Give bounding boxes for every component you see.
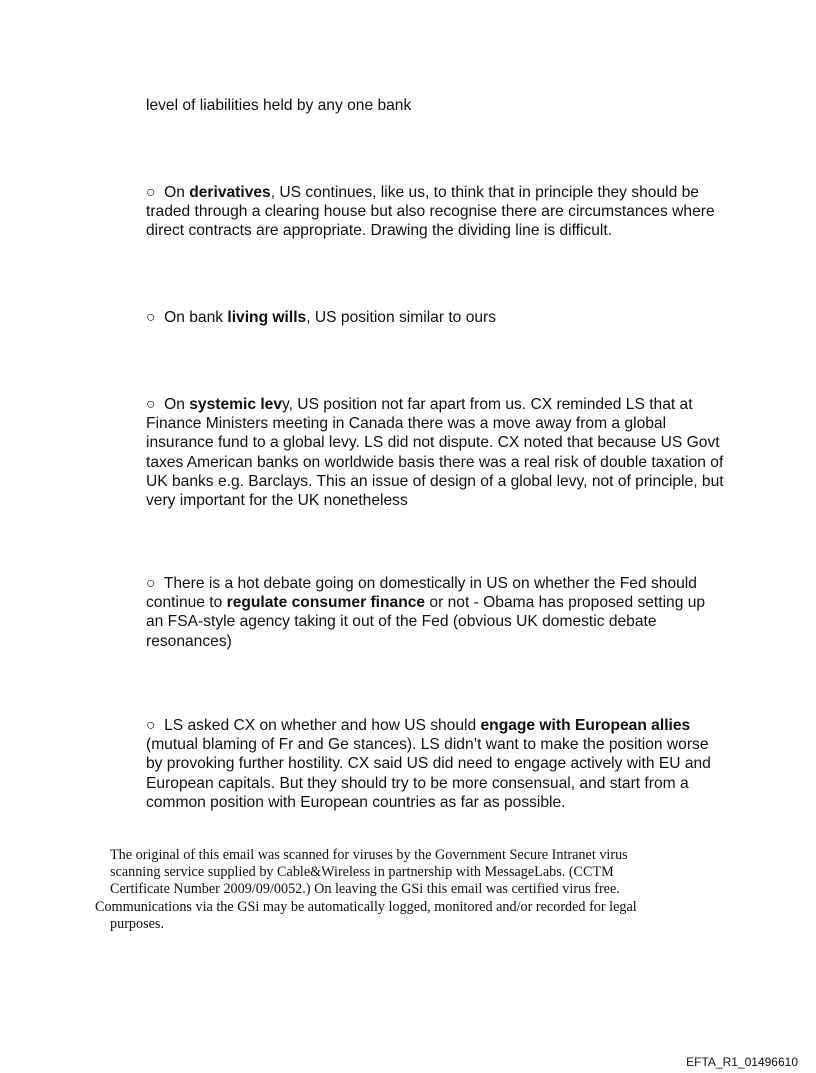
- paragraph-text-post: , US continues, like us, to think that in principle they should be traded through a clearing house but also recognise there are circumstances where direct contracts are appropriate. Drawing the dividing line is difficult.: [146, 184, 715, 240]
- paragraph-text-pre: On: [164, 396, 190, 413]
- bullet-icon: ○: [146, 396, 156, 413]
- paragraph-keyword: regulate consumer finance: [226, 594, 426, 612]
- bullet-icon: ○: [146, 575, 156, 592]
- paragraph-keyword: engage with European allies: [480, 717, 691, 734]
- disclaimer-line: The original of this email was scanned for viruses by the Government Secure Intranet virus: [110, 847, 628, 863]
- bullet-icon: ○: [146, 717, 156, 734]
- paragraph-text-pre: LS asked CX on whether and how US should: [164, 717, 481, 734]
- paragraph-systemic-levy: [146, 395, 726, 510]
- paragraph-text-pre: On: [164, 184, 190, 201]
- paragraph-text-post: y, US position not far apart from us. CX reminded LS that at Finance Ministers meeting in Canada there was a move away from a global insurance fund to a global levy. LS did not dispute. CX noted that because US Govt taxes American banks on worldwide basis there was a real risk of double taxation of UK banks e.g. Barclays. This an issue of design of a global levy, not of principle, but very important for the UK nonetheless: [146, 396, 724, 510]
- paragraph-text: level of liabilities held by any one bank: [146, 97, 412, 114]
- paragraph-european-allies: [146, 716, 726, 812]
- disclaimer-line: scanning service supplied by Cable&Wireless in partnership with MessageLabs. (CCTM: [110, 864, 614, 881]
- paragraph-text-post: or not - Obama has proposed setting up an FSA-style agency taking it out of the Fed (obvious UK domestic debate resonances): [146, 594, 706, 650]
- bullet-icon: ○: [146, 309, 156, 326]
- paragraph-text-post: , US position similar to ours: [306, 309, 497, 326]
- paragraph-consumer-finance: [146, 574, 726, 651]
- paragraph-keyword: living wills: [227, 309, 307, 326]
- paragraph-text-pre: There is a hot debate going on domestically in US on whether the Fed should continue to: [146, 575, 697, 612]
- disclaimer-line: purposes.: [110, 915, 164, 932]
- paragraph-text-post: (mutual blaming of Fr and Ge stances). LS didn’t want to make the position worse by provoking further hostility. CX said US did need to engage actively with EU and European capitals. But they should try to be more consensual, and start from a common position with European countries as far as possible.: [146, 736, 711, 811]
- paragraph-keyword: derivatives: [189, 184, 271, 201]
- disclaimer-line: Communications via the GSi may be automatically logged, monitored and/or recorded for legal: [95, 898, 637, 915]
- paragraph-living-wills: [146, 308, 726, 327]
- disclaimer-line: Certificate Number 2009/09/0052.) On leaving the GSi this email was certified virus free.: [110, 881, 620, 898]
- bullet-icon: ○: [146, 184, 156, 201]
- paragraph-keyword: systemic lev: [189, 396, 282, 413]
- email-disclaimer: [95, 847, 735, 933]
- paragraph-text-pre: On bank: [164, 309, 228, 326]
- paragraph-derivatives: [146, 183, 726, 241]
- paragraph-liabilities: [146, 96, 726, 115]
- document-id: EFTA_R1_01496610: [686, 1055, 798, 1069]
